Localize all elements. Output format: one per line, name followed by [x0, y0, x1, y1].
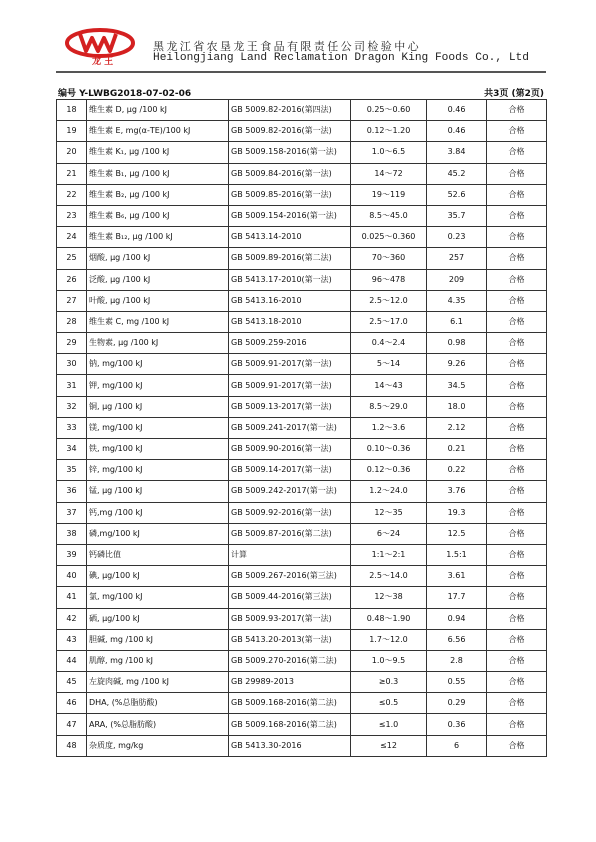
test-result: 257	[427, 248, 487, 269]
conclusion: 合格	[487, 396, 547, 417]
test-result: 0.22	[427, 460, 487, 481]
table-row	[57, 396, 547, 417]
test-method: GB 5413.14-2010	[229, 227, 351, 248]
test-method: GB 5009.168-2016(第二法)	[229, 714, 351, 735]
conclusion: 合格	[487, 311, 547, 332]
table-row	[57, 248, 547, 269]
test-method: GB 5009.87-2016(第二法)	[229, 523, 351, 544]
table-row	[57, 417, 547, 438]
test-result: 52.6	[427, 184, 487, 205]
test-item: 烟酸, μg /100 kJ	[87, 248, 229, 269]
table-row	[57, 375, 547, 396]
conclusion: 合格	[487, 121, 547, 142]
org-name-english: Heilongjiang Land Reclamation Dragon King Foods Co., Ltd	[153, 52, 529, 64]
test-method: GB 5009.89-2016(第二法)	[229, 248, 351, 269]
table-row	[57, 269, 547, 290]
test-result: 6	[427, 735, 487, 756]
test-item: 维生素 B₂, μg /100 kJ	[87, 184, 229, 205]
standard-range: 1.2～24.0	[351, 481, 427, 502]
conclusion: 合格	[487, 227, 547, 248]
conclusion: 合格	[487, 735, 547, 756]
test-result: 0.98	[427, 333, 487, 354]
conclusion: 合格	[487, 587, 547, 608]
test-result: 2.8	[427, 650, 487, 671]
test-result: 6.56	[427, 629, 487, 650]
table-row	[57, 587, 547, 608]
table-row	[57, 566, 547, 587]
test-result: 3.61	[427, 566, 487, 587]
test-method: GB 5009.168-2016(第二法)	[229, 693, 351, 714]
standard-range: ≤0.5	[351, 693, 427, 714]
conclusion: 合格	[487, 650, 547, 671]
test-item: 钙磷比值	[87, 544, 229, 565]
table-row	[57, 735, 547, 756]
test-result: 6.1	[427, 311, 487, 332]
test-method: GB 5413.20-2013(第一法)	[229, 629, 351, 650]
standard-range: 1.2～3.6	[351, 417, 427, 438]
conclusion: 合格	[487, 460, 547, 481]
row-number: 45	[57, 672, 87, 693]
conclusion: 合格	[487, 290, 547, 311]
conclusion: 合格	[487, 248, 547, 269]
conclusion: 合格	[487, 184, 547, 205]
standard-range: ≤1.0	[351, 714, 427, 735]
standard-range: 96～478	[351, 269, 427, 290]
standard-range: 0.12～0.36	[351, 460, 427, 481]
table-row	[57, 502, 547, 523]
standard-range: 2.5～12.0	[351, 290, 427, 311]
conclusion: 合格	[487, 544, 547, 565]
standard-range: 8.5～29.0	[351, 396, 427, 417]
standard-range: 0.025～0.360	[351, 227, 427, 248]
row-number: 24	[57, 227, 87, 248]
test-item: 锰, μg /100 kJ	[87, 481, 229, 502]
table-row	[57, 227, 547, 248]
row-number: 35	[57, 460, 87, 481]
test-item: 维生素 B₆, μg /100 kJ	[87, 205, 229, 226]
logo-text: 龙 王	[92, 57, 114, 66]
test-item: 维生素 B₁, μg /100 kJ	[87, 163, 229, 184]
row-number: 29	[57, 333, 87, 354]
test-method: GB 5009.82-2016(第一法)	[229, 121, 351, 142]
standard-range: ≥0.3	[351, 672, 427, 693]
standard-range: 6～24	[351, 523, 427, 544]
row-number: 30	[57, 354, 87, 375]
row-number: 26	[57, 269, 87, 290]
test-method: GB 5009.93-2017(第一法)	[229, 608, 351, 629]
table-row	[57, 333, 547, 354]
results-table-body	[57, 100, 547, 757]
test-method: 计算	[229, 544, 351, 565]
standard-range: 14～43	[351, 375, 427, 396]
test-item: 杂质度, mg/kg	[87, 735, 229, 756]
test-result: 0.23	[427, 227, 487, 248]
row-number: 47	[57, 714, 87, 735]
test-result: 17.7	[427, 587, 487, 608]
row-number: 32	[57, 396, 87, 417]
conclusion: 合格	[487, 354, 547, 375]
test-item: 生物素, μg /100 kJ	[87, 333, 229, 354]
test-item: 维生素 D, μg /100 kJ	[87, 100, 229, 121]
row-number: 22	[57, 184, 87, 205]
table-row	[57, 100, 547, 121]
row-number: 27	[57, 290, 87, 311]
results-table	[56, 99, 547, 757]
test-item: 铁, mg/100 kJ	[87, 439, 229, 460]
table-row	[57, 121, 547, 142]
table-row	[57, 205, 547, 226]
test-item: 维生素 C, mg /100 kJ	[87, 311, 229, 332]
test-result: 19.3	[427, 502, 487, 523]
test-method: GB 5009.241-2017(第一法)	[229, 417, 351, 438]
test-method: GB 5009.44-2016(第三法)	[229, 587, 351, 608]
row-number: 36	[57, 481, 87, 502]
test-method: GB 5009.92-2016(第一法)	[229, 502, 351, 523]
row-number: 33	[57, 417, 87, 438]
table-row	[57, 629, 547, 650]
test-item: DHA, (%总脂肪酸)	[87, 693, 229, 714]
standard-range: 0.10～0.36	[351, 439, 427, 460]
test-result: 12.5	[427, 523, 487, 544]
standard-range: 70～360	[351, 248, 427, 269]
standard-range: 1.0～9.5	[351, 650, 427, 671]
conclusion: 合格	[487, 333, 547, 354]
conclusion: 合格	[487, 629, 547, 650]
row-number: 25	[57, 248, 87, 269]
standard-range: 0.48～1.90	[351, 608, 427, 629]
standard-range: 0.4～2.4	[351, 333, 427, 354]
row-number: 42	[57, 608, 87, 629]
standard-range: 8.5～45.0	[351, 205, 427, 226]
row-number: 43	[57, 629, 87, 650]
page-info: 共3页 (第2页)	[484, 89, 544, 99]
standard-range: 1.7～12.0	[351, 629, 427, 650]
test-item: 钾, mg/100 kJ	[87, 375, 229, 396]
test-method: GB 5009.91-2017(第一法)	[229, 375, 351, 396]
test-method: GB 5009.85-2016(第一法)	[229, 184, 351, 205]
table-row	[57, 460, 547, 481]
standard-range: ≤12	[351, 735, 427, 756]
row-number: 38	[57, 523, 87, 544]
test-item: 氯, mg/100 kJ	[87, 587, 229, 608]
standard-range: 2.5～14.0	[351, 566, 427, 587]
table-row	[57, 672, 547, 693]
standard-range: 1:1～2:1	[351, 544, 427, 565]
table-row	[57, 163, 547, 184]
report-header	[0, 0, 596, 80]
table-row	[57, 290, 547, 311]
test-method: GB 5009.242-2017(第一法)	[229, 481, 351, 502]
test-result: 0.36	[427, 714, 487, 735]
row-number: 19	[57, 121, 87, 142]
standard-range: 19～119	[351, 184, 427, 205]
row-number: 40	[57, 566, 87, 587]
test-item: 硒, μg/100 kJ	[87, 608, 229, 629]
test-result: 0.94	[427, 608, 487, 629]
row-number: 28	[57, 311, 87, 332]
test-item: 泛酸, μg /100 kJ	[87, 269, 229, 290]
test-item: 碘, μg/100 kJ	[87, 566, 229, 587]
test-method: GB 5009.90-2016(第一法)	[229, 439, 351, 460]
table-row	[57, 544, 547, 565]
test-item: 铜, μg /100 kJ	[87, 396, 229, 417]
test-result: 9.26	[427, 354, 487, 375]
conclusion: 合格	[487, 205, 547, 226]
table-row	[57, 714, 547, 735]
test-method: GB 5009.270-2016(第二法)	[229, 650, 351, 671]
test-method: GB 5009.91-2017(第一法)	[229, 354, 351, 375]
test-item: 维生素 E, mg(α-TE)/100 kJ	[87, 121, 229, 142]
test-result: 0.55	[427, 672, 487, 693]
test-result: 35.7	[427, 205, 487, 226]
test-method: GB 5009.154-2016(第一法)	[229, 205, 351, 226]
test-method: GB 5009.267-2016(第三法)	[229, 566, 351, 587]
conclusion: 合格	[487, 163, 547, 184]
conclusion: 合格	[487, 502, 547, 523]
row-number: 48	[57, 735, 87, 756]
row-number: 21	[57, 163, 87, 184]
test-method: GB 5009.82-2016(第四法)	[229, 100, 351, 121]
test-result: 0.29	[427, 693, 487, 714]
table-row	[57, 523, 547, 544]
test-method: GB 5009.259-2016	[229, 333, 351, 354]
test-result: 0.21	[427, 439, 487, 460]
standard-range: 0.25～0.60	[351, 100, 427, 121]
row-number: 34	[57, 439, 87, 460]
standard-range: 12～38	[351, 587, 427, 608]
standard-range: 2.5～17.0	[351, 311, 427, 332]
test-item: 叶酸, μg /100 kJ	[87, 290, 229, 311]
row-number: 39	[57, 544, 87, 565]
conclusion: 合格	[487, 523, 547, 544]
test-item: 钠, mg/100 kJ	[87, 354, 229, 375]
row-number: 46	[57, 693, 87, 714]
test-method: GB 5009.84-2016(第一法)	[229, 163, 351, 184]
org-name-chinese: 黑龙江省农垦龙王食品有限责任公司检验中心	[153, 40, 421, 53]
table-row	[57, 481, 547, 502]
report-number: 编号 Y-LWBG2018-07-02-06	[58, 89, 192, 99]
conclusion: 合格	[487, 439, 547, 460]
test-result: 3.76	[427, 481, 487, 502]
test-method: GB 5413.18-2010	[229, 311, 351, 332]
conclusion: 合格	[487, 481, 547, 502]
conclusion: 合格	[487, 566, 547, 587]
row-number: 31	[57, 375, 87, 396]
table-row	[57, 439, 547, 460]
test-result: 45.2	[427, 163, 487, 184]
standard-range: 0.12～1.20	[351, 121, 427, 142]
standard-range: 1.0～6.5	[351, 142, 427, 163]
row-number: 37	[57, 502, 87, 523]
conclusion: 合格	[487, 142, 547, 163]
test-item: 肌醇, mg /100 kJ	[87, 650, 229, 671]
conclusion: 合格	[487, 100, 547, 121]
test-result: 18.0	[427, 396, 487, 417]
row-number: 41	[57, 587, 87, 608]
row-number: 18	[57, 100, 87, 121]
conclusion: 合格	[487, 714, 547, 735]
conclusion: 合格	[487, 375, 547, 396]
table-row	[57, 693, 547, 714]
test-item: 磷,mg/100 kJ	[87, 523, 229, 544]
header-divider	[56, 71, 546, 73]
test-method: GB 29989-2013	[229, 672, 351, 693]
conclusion: 合格	[487, 417, 547, 438]
test-result: 1.5:1	[427, 544, 487, 565]
standard-range: 14～72	[351, 163, 427, 184]
table-row	[57, 311, 547, 332]
table-row	[57, 608, 547, 629]
test-method: GB 5413.16-2010	[229, 290, 351, 311]
standard-range: 12～35	[351, 502, 427, 523]
test-item: 维生素 K₁, μg /100 kJ	[87, 142, 229, 163]
row-number: 20	[57, 142, 87, 163]
test-item: 左旋肉碱, mg /100 kJ	[87, 672, 229, 693]
test-method: GB 5009.13-2017(第一法)	[229, 396, 351, 417]
table-row	[57, 354, 547, 375]
test-item: 锌, mg/100 kJ	[87, 460, 229, 481]
test-result: 0.46	[427, 121, 487, 142]
test-item: 胆碱, mg /100 kJ	[87, 629, 229, 650]
conclusion: 合格	[487, 693, 547, 714]
test-item: 钙,mg /100 kJ	[87, 502, 229, 523]
test-item: 镁, mg/100 kJ	[87, 417, 229, 438]
conclusion: 合格	[487, 269, 547, 290]
test-result: 209	[427, 269, 487, 290]
row-number: 44	[57, 650, 87, 671]
test-result: 4.35	[427, 290, 487, 311]
test-result: 3.84	[427, 142, 487, 163]
conclusion: 合格	[487, 608, 547, 629]
test-item: ARA, (%总脂肪酸)	[87, 714, 229, 735]
test-method: GB 5009.14-2017(第一法)	[229, 460, 351, 481]
test-method: GB 5413.17-2010(第一法)	[229, 269, 351, 290]
test-method: GB 5009.158-2016(第一法)	[229, 142, 351, 163]
table-row	[57, 184, 547, 205]
test-item: 维生素 B₁₂, μg /100 kJ	[87, 227, 229, 248]
row-number: 23	[57, 205, 87, 226]
test-method: GB 5413.30-2016	[229, 735, 351, 756]
table-row	[57, 650, 547, 671]
standard-range: 5～14	[351, 354, 427, 375]
test-result: 2.12	[427, 417, 487, 438]
company-logo-icon	[64, 26, 136, 66]
test-result: 0.46	[427, 100, 487, 121]
test-result: 34.5	[427, 375, 487, 396]
conclusion: 合格	[487, 672, 547, 693]
table-row	[57, 142, 547, 163]
